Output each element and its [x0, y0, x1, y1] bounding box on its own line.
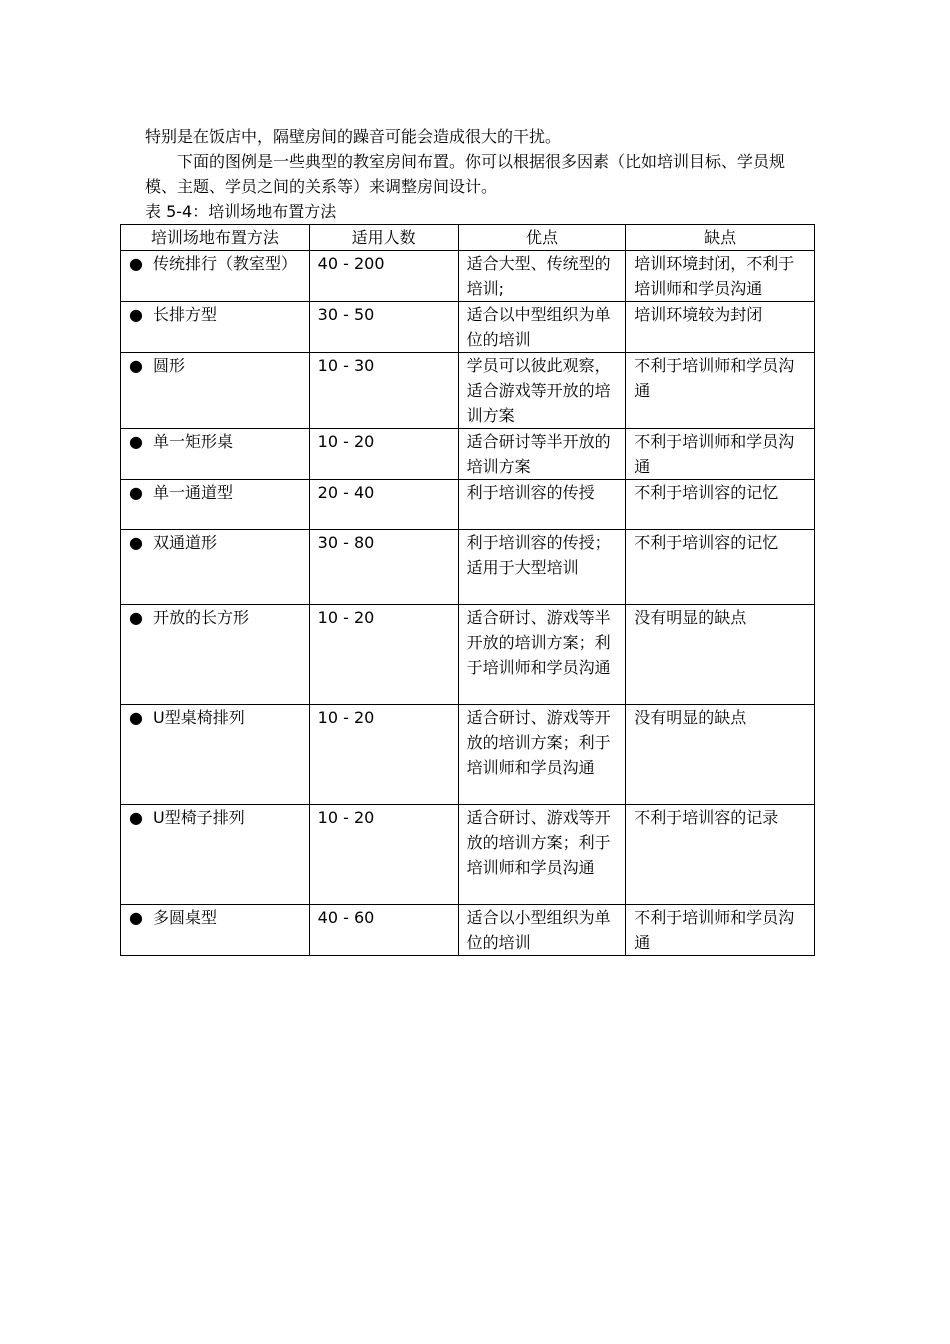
pros-cell: 利于培训容的传授 [458, 480, 626, 530]
method-label: 圆形 [153, 356, 186, 375]
count-cell: 30 - 80 [309, 530, 458, 605]
count-cell: 20 - 40 [309, 480, 458, 530]
header-count: 适用人数 [309, 225, 458, 251]
cons-cell: 不利于培训师和学员沟通 [626, 905, 815, 956]
pros-cell: 适合大型、传统型的培训; [458, 251, 626, 302]
bullet-icon: ● [129, 305, 143, 324]
cons-cell: 不利于培训容的记忆 [626, 480, 815, 530]
pros-cell: 适合研讨、游戏等开放的培训方案；利于培训师和学员沟通 [458, 705, 626, 805]
method-label: 单一通道型 [153, 483, 234, 502]
bullet-icon: ● [129, 608, 143, 627]
cons-cell: 不利于培训容的记忆 [626, 530, 815, 605]
body-text [145, 124, 815, 224]
header-cons: 缺点 [626, 225, 815, 251]
bullet-icon: ● [129, 908, 143, 927]
pros-cell: 利于培训容的传授；适用于大型培训 [458, 530, 626, 605]
count-cell: 10 - 20 [309, 429, 458, 480]
method-cell [121, 605, 310, 705]
cons-cell: 不利于培训容的记录 [626, 805, 815, 905]
cons-cell: 不利于培训师和学员沟通 [626, 429, 815, 480]
header-pros: 优点 [458, 225, 626, 251]
method-label: 单一矩形桌 [153, 432, 234, 451]
method-cell [121, 480, 310, 530]
method-label: U型桌椅排列 [153, 708, 245, 727]
table-header-row [121, 225, 815, 251]
method-cell [121, 251, 310, 302]
count-cell: 40 - 60 [309, 905, 458, 956]
cons-cell: 没有明显的缺点 [626, 605, 815, 705]
bullet-icon: ● [129, 533, 143, 552]
count-cell: 40 - 200 [309, 251, 458, 302]
pros-cell: 适合研讨、游戏等开放的培训方案；利于培训师和学员沟通 [458, 805, 626, 905]
method-label: 开放的长方形 [153, 608, 250, 627]
table-row [121, 805, 815, 905]
method-label: 双通道形 [153, 533, 218, 552]
bullet-icon: ● [129, 708, 143, 727]
method-label: 传统排行（教室型） [153, 254, 298, 273]
bullet-icon: ● [129, 483, 143, 502]
table-row [121, 251, 815, 302]
table-row [121, 302, 815, 353]
cons-cell: 不利于培训师和学员沟通 [626, 353, 815, 429]
method-cell [121, 705, 310, 805]
method-label: 长排方型 [153, 305, 218, 324]
count-cell: 10 - 20 [309, 805, 458, 905]
table-row [121, 905, 815, 956]
bullet-icon: ● [129, 356, 143, 375]
training-layout-table [120, 224, 815, 956]
method-cell [121, 805, 310, 905]
header-method: 培训场地布置方法 [121, 225, 310, 251]
pros-cell: 适合研讨等半开放的培训方案 [458, 429, 626, 480]
method-cell [121, 530, 310, 605]
bullet-icon: ● [129, 808, 143, 827]
table-row [121, 429, 815, 480]
method-cell [121, 429, 310, 480]
table-row [121, 605, 815, 705]
cons-cell: 没有明显的缺点 [626, 705, 815, 805]
method-cell [121, 353, 310, 429]
pros-cell: 学员可以彼此观察，适合游戏等开放的培训方案 [458, 353, 626, 429]
pros-cell: 适合研讨、游戏等半开放的培训方案；利于培训师和学员沟通 [458, 605, 626, 705]
cons-cell: 培训环境封闭，不利于培训师和学员沟通 [626, 251, 815, 302]
table-row [121, 530, 815, 605]
table-row [121, 480, 815, 530]
table-caption: 表 5-4：培训场地布置方法 [145, 202, 337, 221]
pros-cell: 适合以小型组织为单位的培训 [458, 905, 626, 956]
method-label: U型椅子排列 [153, 808, 245, 827]
method-label: 多圆桌型 [153, 908, 218, 927]
count-cell: 30 - 50 [309, 302, 458, 353]
cons-cell: 培训环境较为封闭 [626, 302, 815, 353]
count-cell: 10 - 20 [309, 605, 458, 705]
bullet-icon: ● [129, 254, 143, 273]
method-cell [121, 302, 310, 353]
method-cell [121, 905, 310, 956]
table-row [121, 353, 815, 429]
table-row [121, 705, 815, 805]
pros-cell: 适合以中型组织为单位的培训 [458, 302, 626, 353]
count-cell: 10 - 20 [309, 705, 458, 805]
paragraph-intro: 下面的图例是一些典型的教室房间布置。你可以根据很多因素（比如培训目标、学员规模、主题、学员之间的关系等）来调整房间设计。 [145, 152, 786, 196]
count-cell: 10 - 30 [309, 353, 458, 429]
bullet-icon: ● [129, 432, 143, 451]
paragraph-continuation: 特别是在饭店中，隔壁房间的躁音可能会造成很大的干扰。 [145, 127, 562, 146]
